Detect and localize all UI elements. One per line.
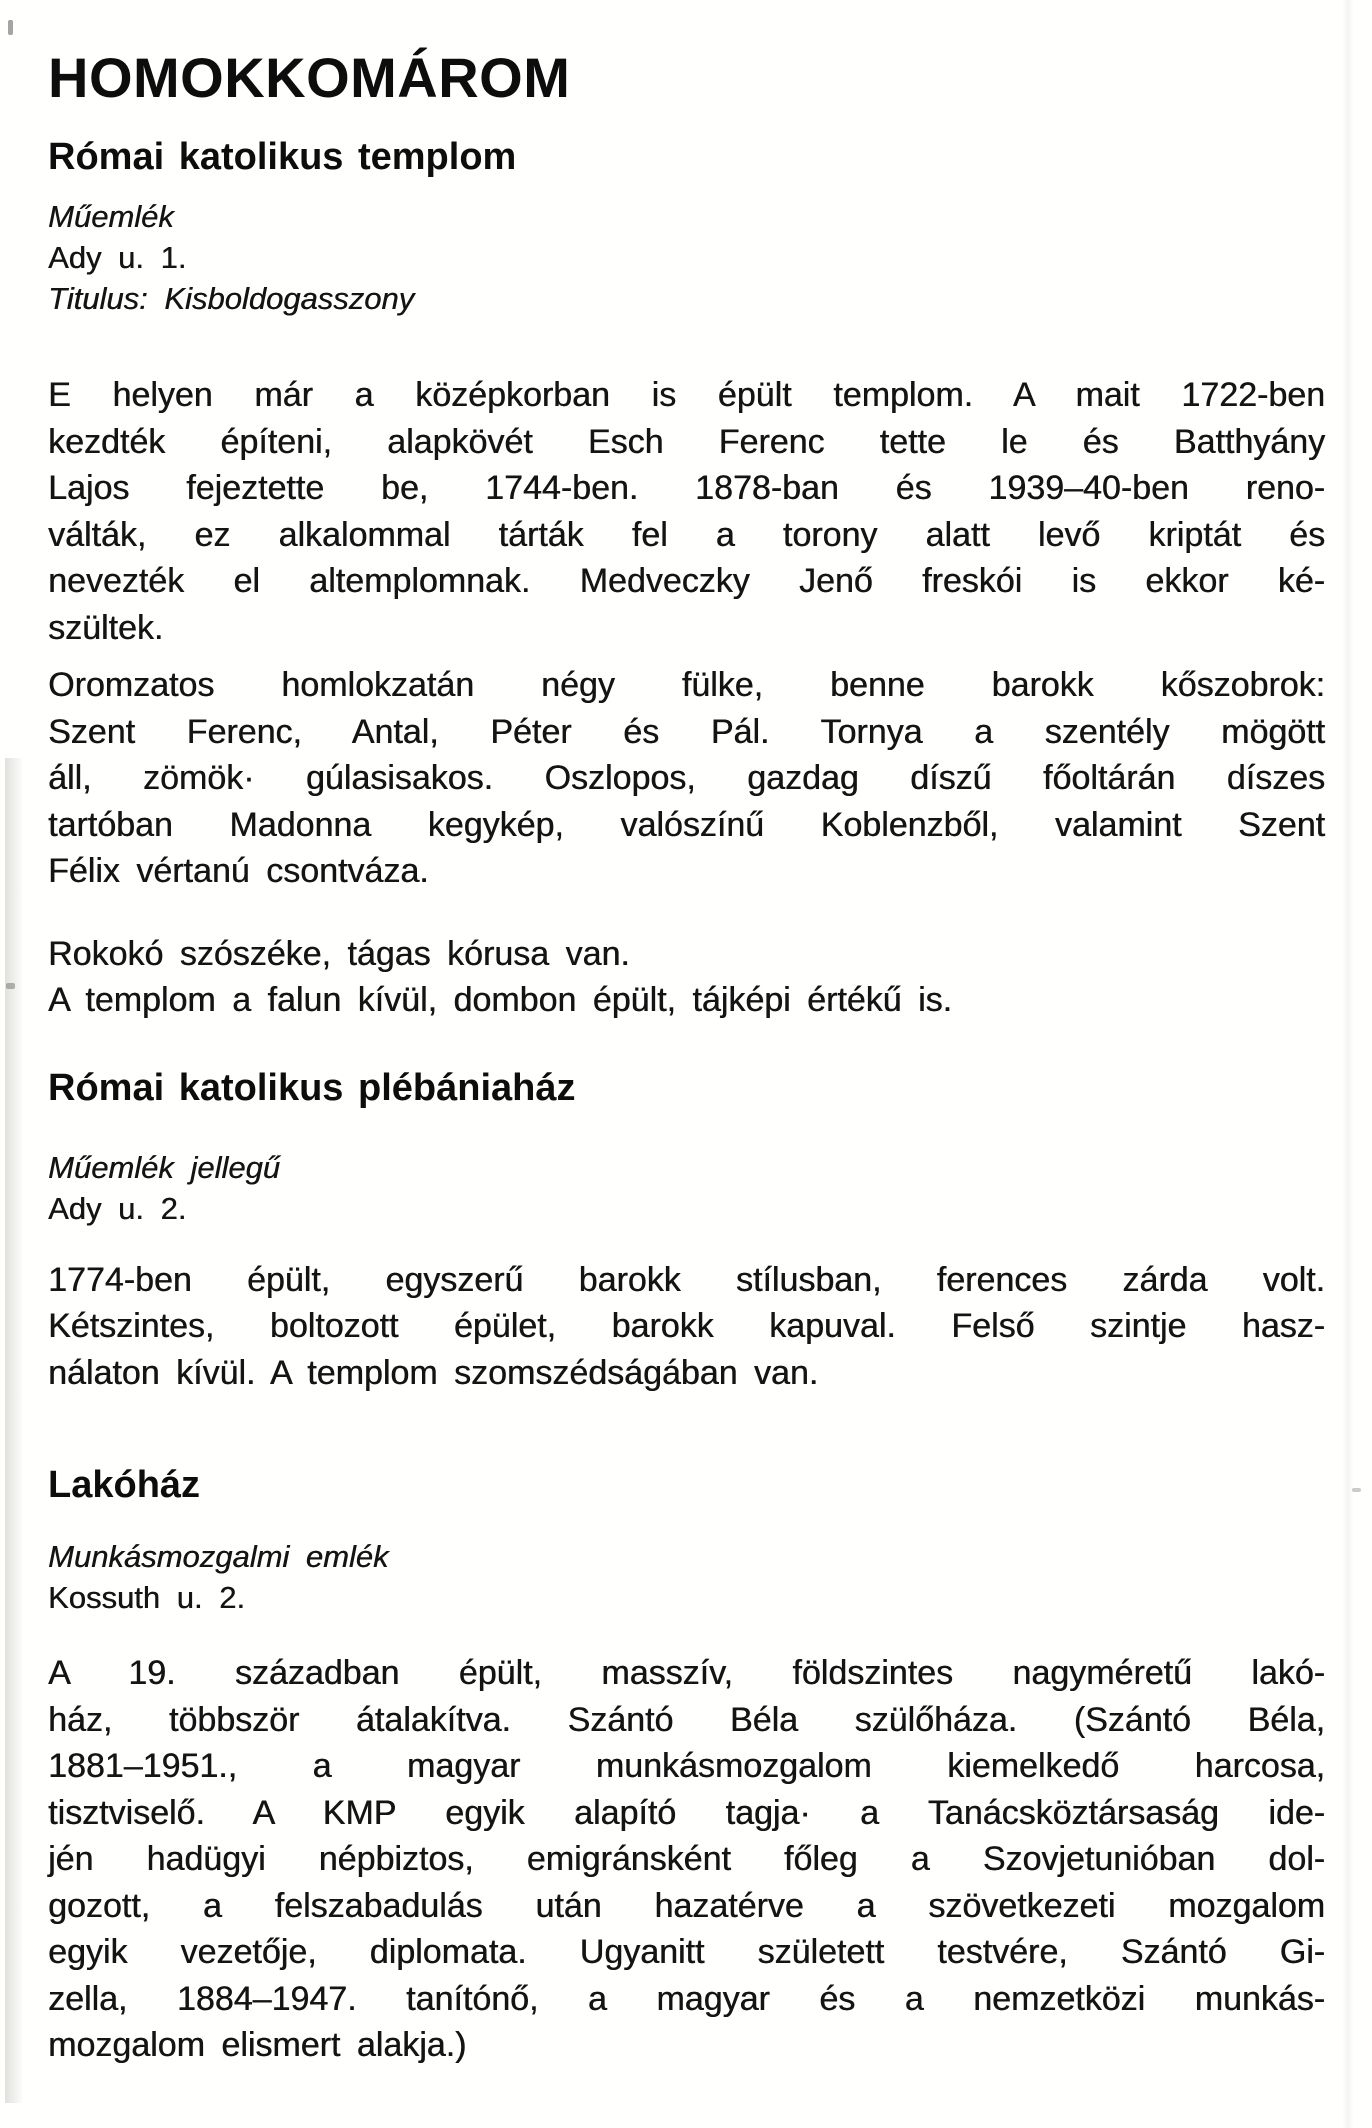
text-line: áll, zömök· gúlasisakos. Oszlopos, gazdag díszű főoltárán díszes [48,759,1325,797]
paragraph [48,1650,1325,2069]
text-line: A 19. században épült, masszív, földszintes nagyméretű lakó- [48,1654,1325,1692]
text-line: nevezték el altemplomnak. Medveczky Jenő freskói is ekkor ké- [48,562,1325,600]
text-line: mozgalom elismert alakja.) [48,2026,467,2064]
text-line: jén hadügyi népbiztos, emigránsként főleg a Szovjetunióban dol- [48,1840,1325,1878]
text-line: Szent Ferenc, Antal, Péter és Pál. Tornya a szentély mögött [48,712,1325,751]
page-title: HOMOKKOMÁROM [48,46,571,109]
section-heading: Római katolikus templom [48,136,517,178]
section-heading: Római katolikus plébániaház [48,1066,576,1109]
text-line: Oromzatos homlokzatán négy fülke, benne barokk kőszobrok: [48,666,1325,704]
text-line: Rokokó szószéke, tágas kórusa van. [48,934,630,973]
meta-line: Ady u. 2. [48,1190,187,1226]
meta-line: Műemlék [48,199,174,234]
meta-line: Titulus: Kisboldogasszony [48,281,415,316]
section-heading: Lakóház [48,1464,201,1506]
text-line: Félix vértanú csontváza. [48,852,429,890]
section-meta [48,1536,1325,1618]
text-line: Kétszintes, boltozott épület, barokk kapuval. Felső szintje hasz- [48,1307,1325,1345]
text-line: gozott, a felszabadulás után hazatérve a szövetkezeti mozgalom [48,1886,1325,1925]
paragraph [48,931,1325,1024]
text-line: válták, ez alkalommal tárták fel a torony alatt levő kriptát és [48,515,1325,554]
text-line: nálaton kívül. A templom szomszédságában van. [48,1353,819,1392]
text-line: ház, többször átalakítva. Szántó Béla szülőháza. (Szántó Béla, [48,1700,1325,1739]
text-line: zella, 1884–1947. tanítónő, a magyar és a nemzetközi munkás- [48,1979,1325,2018]
meta-line: Munkásmozgalmi emlék [48,1539,389,1574]
text-line: tartóban Madonna kegykép, valószínű Koblenzből, valamint Szent [48,805,1325,844]
paragraph [48,1257,1325,1397]
text-line: tisztviselő. A KMP egyik alapító tagja· a Tanácsköztársaság ide- [48,1793,1325,1832]
text-line: egyik vezetője, diplomata. Ugyanitt született testvére, Szántó Gi- [48,1933,1325,1971]
text-line: Lajos fejeztette be, 1744-ben. 1878-ban és 1939–40-ben reno- [48,469,1325,507]
paragraph [48,372,1325,651]
meta-line: Ady u. 1. [48,240,187,275]
text-line: szültek. [48,608,164,647]
section-meta [48,196,1325,319]
text-line: kezdték építeni, alapkövét Esch Ferenc tette le és Batthyány [48,422,1325,461]
meta-line: Műemlék jellegű [48,1149,280,1185]
section-meta [48,1147,1325,1229]
text-line: 1881–1951., a magyar munkásmozgalom kiemelkedő harcosa, [48,1747,1325,1785]
text-line: A templom a falun kívül, dombon épült, tájképi értékű is. [48,981,953,1019]
meta-line: Kossuth u. 2. [48,1580,245,1615]
text-line: 1774-ben épült, egyszerű barokk stílusban, ferences zárda volt. [48,1260,1325,1299]
text-line: E helyen már a középkorban is épült templom. A mait 1722-ben [48,376,1325,414]
paragraph [48,662,1325,895]
